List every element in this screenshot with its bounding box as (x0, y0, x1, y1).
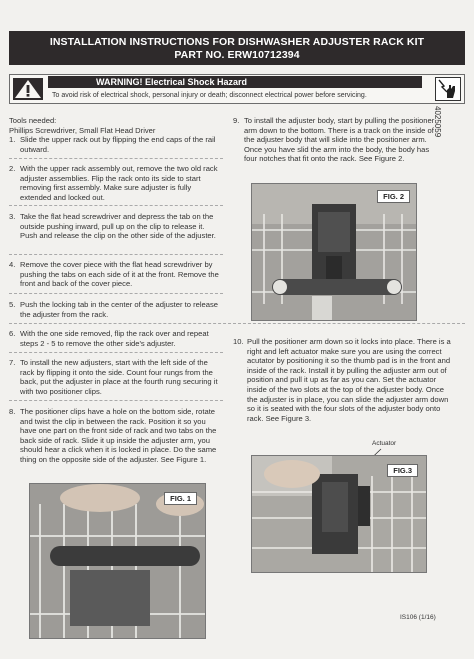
divider (9, 352, 223, 353)
step-number: 5. (9, 300, 16, 309)
figure-1-photo (29, 483, 206, 639)
positioner-clip-photo (30, 484, 206, 639)
figure-1-label: FIG. 1 (164, 492, 197, 505)
step-number: 10. (233, 337, 244, 346)
step-number: 4. (9, 260, 16, 269)
step-text: The positioner clips have a hole on the bottom side, rotate and twist the clip in between the rack. Position it so you have one part on the front side of rack and two tabs on the back side of rack. Slide it up inside the adjuster arm, you should hear a click when it is locked in place. Do the same thing on the opposite side of the adjuster. See Figure 1. (20, 407, 217, 464)
figure-3-label: FIG.3 (387, 464, 418, 477)
document-header (9, 31, 465, 65)
divider (9, 293, 223, 294)
step-5 (9, 300, 221, 319)
step-9 (233, 116, 439, 164)
step-text: Remove the cover piece with the flat head screwdriver by pushing the tabs on each side of it at the front. Remove the front and back of the cover piece. (20, 260, 219, 289)
divider (9, 254, 223, 255)
step-number: 9. (233, 116, 240, 125)
rack-adjuster-photo (252, 184, 417, 321)
figure-2-label: FIG. 2 (377, 190, 410, 203)
step-text: With the one side removed, flip the rack over and repeat steps 2 - 5 to remove the other side's adjuster. (20, 329, 209, 348)
step-6 (9, 329, 221, 348)
step-text: Pull the positioner arm down so it locks into place. There is a right and left actuator make sure you are using the correct acutator by positioning it so the thumb pad is in the front and inside of the rack. Install it by pulling the adjuster arm out of position and pull it up as far as you can. Set the actuator inside of the two slots at the top of the adjuster body. Once the adjuster is in place, you can slide the adjuster arm down so it is seated with the four slots of the adjuster body onto rack. See Figure 3. (247, 337, 451, 423)
step-text: Take the flat head screwdriver and depress the tab on the outside pushing inward, pull up on the clip to release it. Push and release the clip on the other side of the adjuster. (20, 212, 216, 241)
electric-shock-hand-icon (435, 77, 461, 101)
step-number: 7. (9, 358, 16, 367)
warning-triangle-icon (13, 78, 43, 100)
step-2 (9, 164, 221, 202)
tools-label: Tools needed: (9, 116, 57, 125)
step-text: Slide the upper rack out by flipping the end caps of the rail outward. (20, 135, 216, 154)
step-text: Push the locking tab in the center of the adjuster to release the adjuster from the rack. (20, 300, 218, 319)
warning-text: To avoid risk of electrical shock, personal injury or death; disconnect electrical power before servicing. (52, 92, 367, 99)
divider (9, 323, 465, 324)
warning-title: WARNING! Electrical Shock Hazard (48, 76, 422, 88)
figure-3-photo (251, 455, 427, 573)
step-7 (9, 358, 221, 396)
part-number-title: PART NO. ERW10712394 (174, 49, 300, 61)
step-8 (9, 407, 221, 465)
warning-box (9, 74, 465, 104)
step-4 (9, 260, 221, 289)
divider (9, 400, 223, 401)
step-number: 6. (9, 329, 16, 338)
step-3 (9, 212, 221, 241)
actuator-label: Actuator (372, 440, 397, 447)
figure-2-photo (251, 183, 417, 321)
tools-section (9, 116, 223, 135)
step-10 (233, 337, 455, 423)
step-number: 8. (9, 407, 16, 416)
step-text: To install the adjuster body, start by pulling the positioner arm down to the bottom. There is a track on the inside of the adjuster body that will slide into the positioner arm. Once you have slid the arm into the body, the body has four notches that fit onto the rack. See Figure 2. (244, 116, 435, 164)
side-part-number: 4025059 (433, 106, 442, 138)
document-footer-code: IS106 (1/16) (400, 614, 436, 621)
step-text: To install the new adjusters, start with the left side of the rack by flipping it onto the side. Count four rungs from the back, put the adjuster in place at the fourth rung securing it with two positioner clips. (20, 358, 218, 396)
divider (9, 205, 223, 206)
tools-items: Phillips Screwdriver, Small Flat Head Driver (9, 125, 156, 135)
step-text: With the upper rack assembly out, remove the two old rack adjuster assemblies. Flip the rack onto its side to start removing first assembly. Make sure adjuster is fully extended and locked out. (20, 164, 218, 202)
step-1 (9, 135, 221, 154)
step-number: 1. (9, 135, 16, 144)
document-title: INSTALLATION INSTRUCTIONS FOR DISHWASHER ADJUSTER RACK KIT (49, 36, 425, 48)
divider (9, 158, 223, 159)
step-number: 3. (9, 212, 16, 221)
step-number: 2. (9, 164, 16, 173)
